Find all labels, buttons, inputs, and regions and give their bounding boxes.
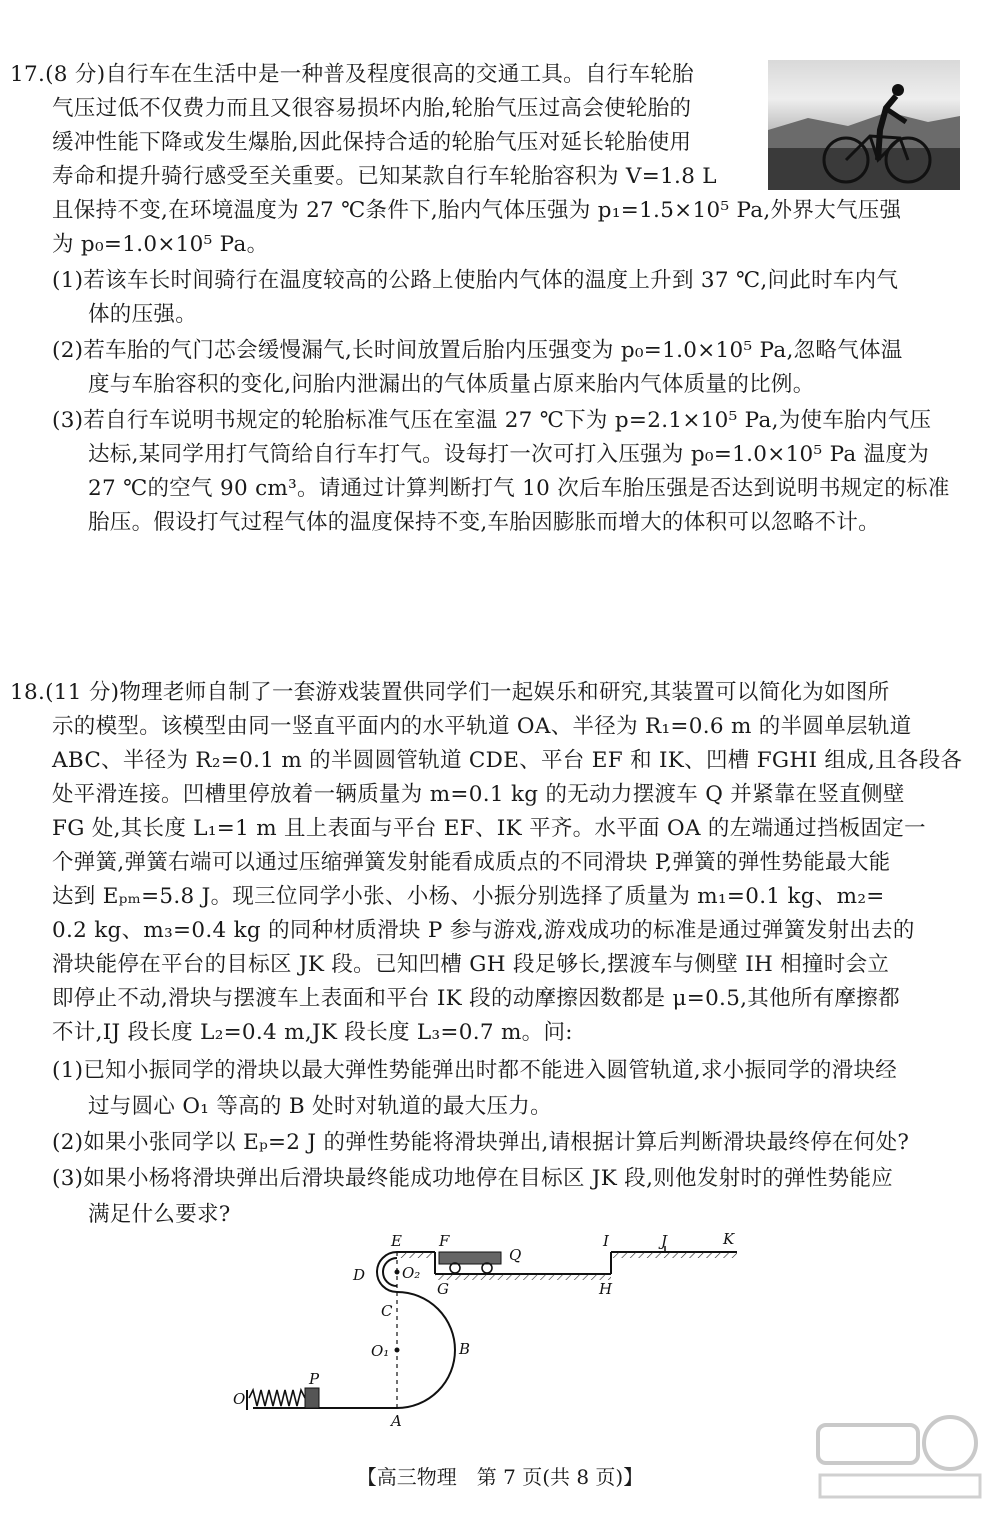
q18-line-6: 个弹簧,弹簧右端可以通过压缩弹簧发射能看成质点的不同滑块 P,弹簧的弹性势能最大能 xyxy=(52,850,891,875)
q18-line-7: 达到 Eₚₘ=5.8 J。现三位同学小张、小杨、小振分别选择了质量为 m₁=0.1 kg、m₂= xyxy=(52,884,885,909)
label-D: D xyxy=(353,1266,366,1284)
q17-line-8: 体的压强。 xyxy=(88,302,198,327)
q17-line-5: 且保持不变,在环境温度为 27 ℃条件下,胎内气体压强为 p₁=1.5×10⁵ Pa,外界大气压强 xyxy=(52,198,902,223)
q18-line-11: 不计,IJ 段长度 L₂=0.4 m,JK 段长度 L₃=0.7 m。问: xyxy=(52,1020,573,1045)
groove-hatch xyxy=(435,1274,611,1280)
q17-line-3: 缓冲性能下降或发生爆胎,因此保持合适的轮胎气压对延长轮胎使用 xyxy=(52,130,692,155)
watermark-logo xyxy=(800,1405,990,1505)
q18-line-2: 示的模型。该模型由同一竖直平面内的水平轨道 OA、半径为 R₁=0.6 m 的半圆单层轨道 xyxy=(52,714,912,739)
q17-line-13: 27 ℃的空气 90 cm³。请通过计算判断打气 10 次后车胎压强是否达到说明书规定的标准 xyxy=(88,476,950,501)
q17-line-10: 度与车胎容积的变化,问胎内泄漏出的气体质量占原来胎内气体质量的比例。 xyxy=(88,372,815,397)
label-I: I xyxy=(603,1232,609,1250)
label-J: J xyxy=(661,1232,668,1250)
q17-line-1: 17.(8 分)自行车在生活中是一种普及程度很高的交通工具。自行车轮胎 xyxy=(10,62,694,87)
q17-line-2: 气压过低不仅费力而且又很容易损坏内胎,轮胎气压过高会使轮胎的 xyxy=(52,96,692,121)
slider-P xyxy=(305,1388,319,1408)
q18-line-15: (3)如果小杨将滑块弹出后滑块最终能成功地停在目标区 JK 段,则他发射时的弹性势能应 xyxy=(52,1166,894,1191)
q18-line-4: 处平滑连接。凹槽里停放着一辆质量为 m=0.1 kg 的无动力摆渡车 Q 并紧靠在竖直侧壁 xyxy=(52,782,905,807)
q18-line-13: 过与圆心 O₁ 等高的 B 处时对轨道的最大压力。 xyxy=(88,1094,552,1119)
label-O: O xyxy=(233,1390,246,1408)
track-diagram xyxy=(225,1230,745,1430)
cyclist-photo xyxy=(768,60,960,190)
q17-line-4: 寿命和提升骑行感受至关重要。已知某款自行车轮胎容积为 V=1.8 L xyxy=(52,164,717,189)
platform-EF-hatch xyxy=(397,1252,435,1258)
q18-line-3: ABC、半径为 R₂=0.1 m 的半圆圆管轨道 CDE、平台 EF 和 IK、凹槽 FGHI 组成,且各段各 xyxy=(52,748,963,773)
label-H: H xyxy=(599,1280,613,1298)
q18-line-8: 0.2 kg、m₃=0.4 kg 的同种材质滑块 P 参与游戏,游戏成功的标准是通过弹簧发射出去的 xyxy=(52,918,915,943)
platform-IK-hatch xyxy=(611,1252,737,1258)
q17-line-12: 达标,某同学用打气筒给自行车打气。设每打一次可打入压强为 p₀=1.0×10⁵ Pa 温度为 xyxy=(88,442,930,467)
label-O2: O₂ xyxy=(402,1264,421,1282)
semicircle-ABC xyxy=(397,1292,455,1408)
label-O1: O₁ xyxy=(371,1342,390,1360)
label-K: K xyxy=(723,1230,735,1248)
page-footer: 【高三物理 第 7 页(共 8 页)】 xyxy=(356,1465,644,1489)
spring xyxy=(249,1390,305,1406)
q18-line-12: (1)已知小振同学的滑块以最大弹性势能弹出时都不能进入圆管轨道,求小振同学的滑块经 xyxy=(52,1058,898,1083)
q17-line-11: (3)若自行车说明书规定的轮胎标准气压在室温 27 ℃下为 p=2.1×10⁵ Pa,为使车胎内气压 xyxy=(52,408,932,433)
label-G: G xyxy=(437,1280,449,1298)
q17-line-14: 胎压。假设打气过程气体的温度保持不变,车胎因膨胀而增大的体积可以忽略不计。 xyxy=(88,510,880,535)
cart-Q xyxy=(439,1252,501,1264)
q17-line-9: (2)若车胎的气门芯会缓慢漏气,长时间放置后胎内压强变为 p₀=1.0×10⁵ Pa,忽略气体温 xyxy=(52,338,903,363)
label-E: E xyxy=(391,1232,402,1250)
label-B: B xyxy=(459,1340,471,1358)
cyclist-illustration xyxy=(768,60,960,190)
center-O2 xyxy=(395,1270,400,1275)
q18-line-10: 即停止不动,滑块与摆渡车上表面和平台 IK 段的动摩擦因数都是 μ=0.5,其他所有摩擦都 xyxy=(52,986,900,1011)
q18-line-5: FG 处,其长度 L₁=1 m 且上表面与平台 EF、IK 平齐。水平面 OA 的左端通过挡板固定一 xyxy=(52,816,926,841)
q18-line-14: (2)如果小张同学以 Eₚ=2 J 的弹性势能将滑块弹出,请根据计算后判断滑块最终停在何处? xyxy=(52,1130,910,1155)
label-P: P xyxy=(309,1370,320,1388)
label-C: C xyxy=(381,1302,393,1320)
center-O1 xyxy=(395,1348,400,1353)
q18-line-9: 滑块能停在平台的目标区 JK 段。已知凹槽 GH 段足够长,摆渡车与侧壁 IH 相撞时会立 xyxy=(52,952,890,977)
q17-line-7: (1)若该车长时间骑行在温度较高的公路上使胎内气体的温度上升到 37 ℃,问此时车内气 xyxy=(52,268,899,293)
label-Q: Q xyxy=(509,1246,522,1264)
q18-line-1: 18.(11 分)物理老师自制了一套游戏装置供同学们一起娱乐和研究,其装置可以简化为如图所 xyxy=(10,680,890,705)
q17-line-6: 为 p₀=1.0×10⁵ Pa。 xyxy=(52,232,269,257)
q18-line-16: 满足什么要求? xyxy=(88,1202,231,1227)
label-A: A xyxy=(391,1412,402,1430)
label-F: F xyxy=(439,1232,450,1250)
